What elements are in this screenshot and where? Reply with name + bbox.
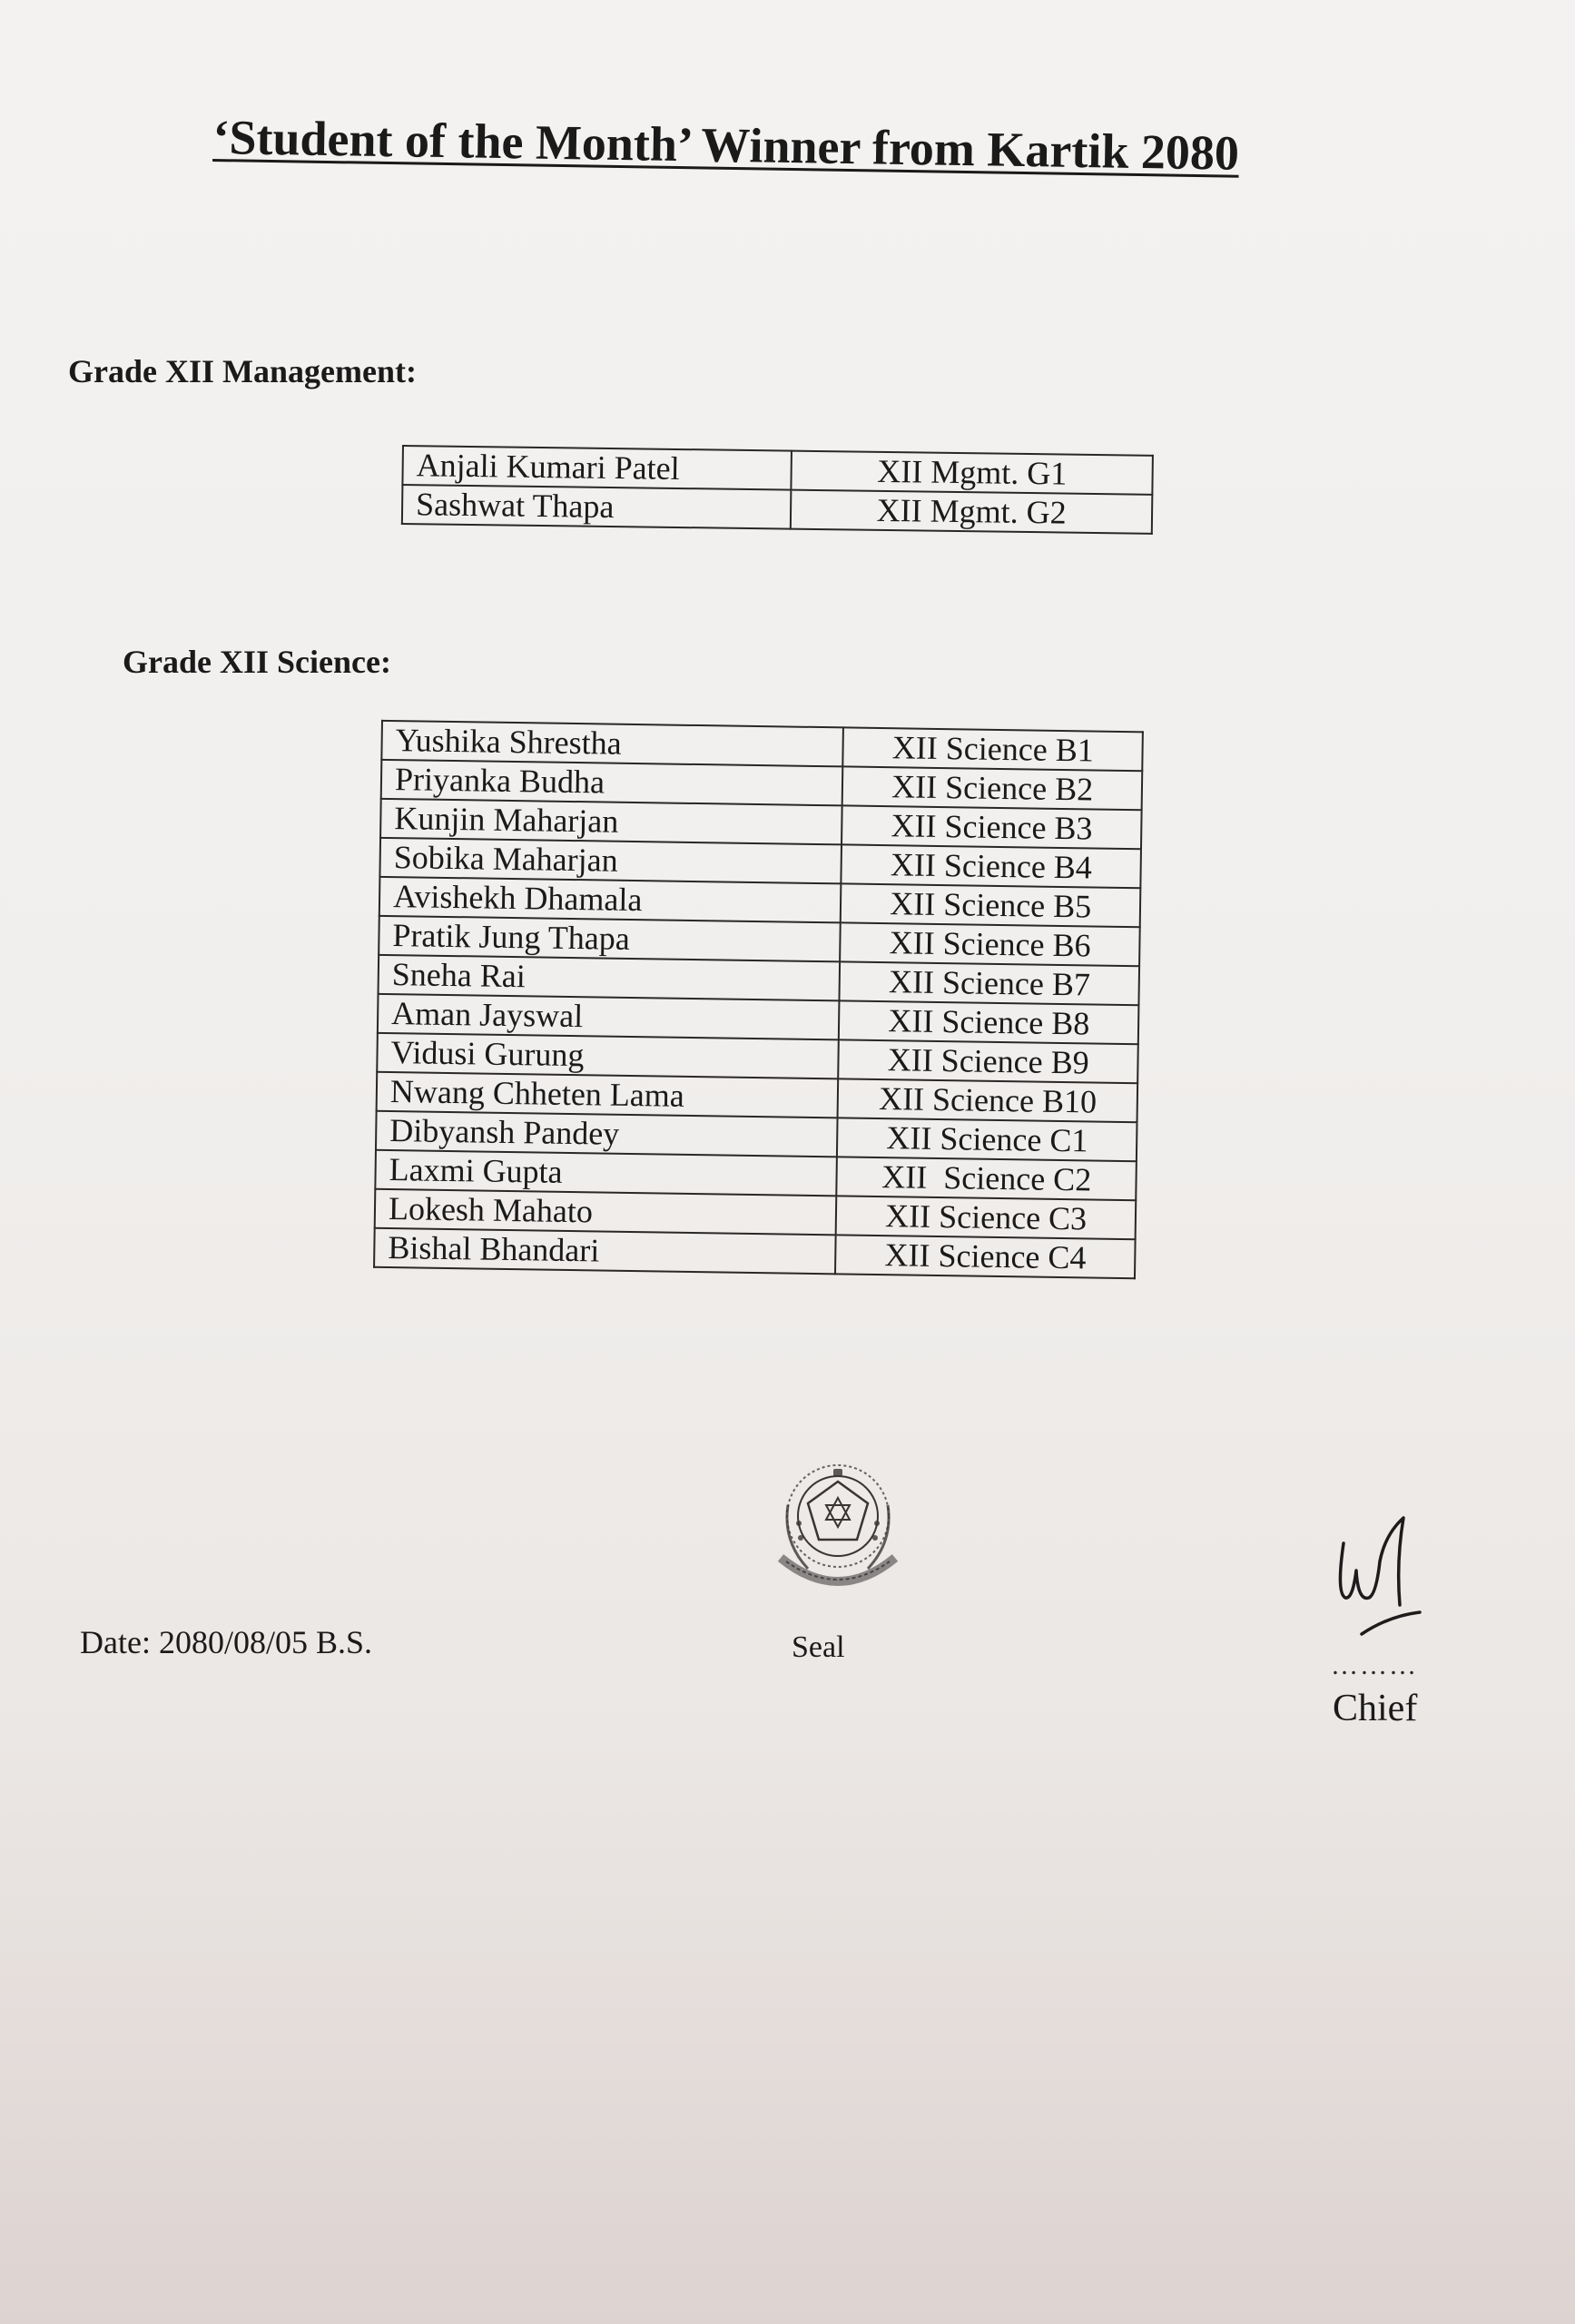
student-class: XII Science B5 (841, 883, 1140, 927)
student-name: Sobika Maharjan (379, 838, 842, 884)
student-class: XII Science B3 (842, 805, 1141, 849)
student-name: Dibyansh Pandey (376, 1111, 838, 1157)
chief-signature (1325, 1507, 1452, 1643)
student-name: Laxmi Gupta (375, 1150, 837, 1196)
management-heading: Grade XII Management: (68, 353, 417, 389)
science-table (373, 720, 1144, 1279)
student-name: Sashwat Thapa (402, 485, 792, 529)
signature-line: ……… (1331, 1650, 1418, 1680)
student-class: XII Science B9 (839, 1039, 1138, 1083)
student-name: Sneha Rai (379, 955, 841, 1001)
student-class: XII Mgmt. G1 (792, 451, 1153, 495)
student-class: XII Science B6 (841, 922, 1140, 966)
student-class: XII Science B7 (840, 961, 1139, 1005)
issue-date: Date: 2080/08/05 B.S. (80, 1624, 372, 1660)
student-class: XII Science C1 (837, 1118, 1137, 1161)
document-title: ‘Student of the Month’ Winner from Kartik 2080 (212, 109, 1240, 181)
student-class: XII Science B2 (842, 766, 1142, 810)
student-name: Priyanka Budha (381, 760, 843, 806)
student-name: Nwang Chheten Lama (377, 1072, 839, 1118)
management-table (401, 445, 1154, 535)
student-class: XII Science C4 (835, 1235, 1135, 1278)
student-class: XII Science B8 (839, 1000, 1138, 1044)
seal-caption: Seal (792, 1630, 845, 1664)
student-class: XII Mgmt. G2 (791, 490, 1152, 534)
student-name: Aman Jayswal (378, 994, 840, 1040)
student-name: Vidusi Gurung (377, 1033, 839, 1079)
student-name: Pratik Jung Thapa (379, 916, 841, 962)
student-class: XII Science B1 (843, 727, 1143, 771)
student-name: Lokesh Mahato (375, 1189, 837, 1236)
student-name: Kunjin Maharjan (380, 799, 842, 845)
student-class: XII Science C3 (836, 1196, 1136, 1239)
student-class: XII Science B10 (838, 1078, 1137, 1122)
student-class: XII Science C2 (837, 1157, 1137, 1200)
student-name: Bishal Bhandari (374, 1228, 836, 1275)
science-heading: Grade XII Science: (123, 644, 391, 680)
student-name: Yushika Shrestha (381, 721, 843, 767)
school-seal-icon (761, 1451, 915, 1614)
student-name: Avishekh Dhamala (379, 877, 842, 923)
student-class: XII Science B4 (842, 844, 1141, 888)
student-name: Anjali Kumari Patel (402, 446, 792, 490)
signatory-role: Chief (1333, 1688, 1418, 1729)
